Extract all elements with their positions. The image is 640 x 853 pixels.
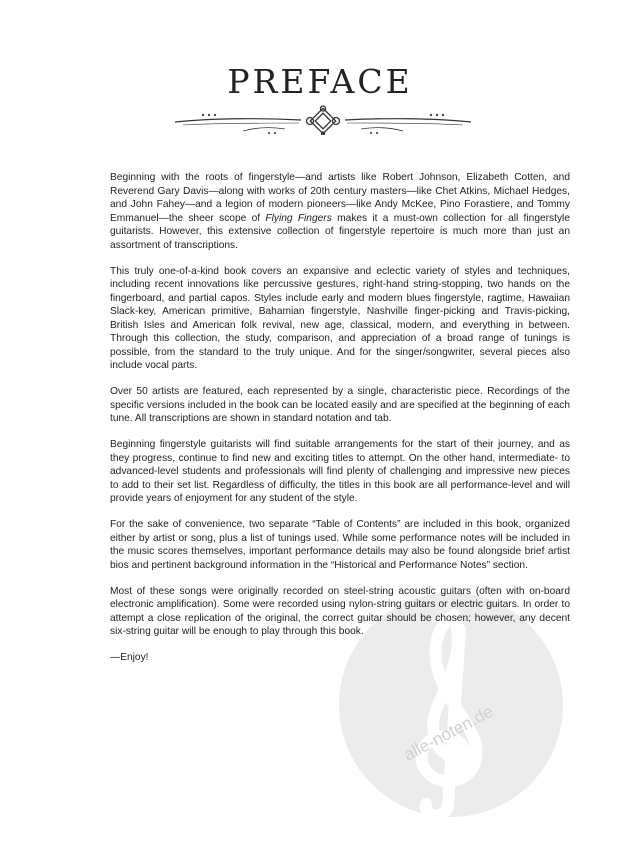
paragraph-1-text-end: makes it a must-own collection for all fingerstyle guitarists. However, this extensive collection of fingerstyle repertoire is much more than just an assortment of transcriptions. — [110, 212, 570, 251]
paragraph-4: Beginning fingerstyle guitarists will find suitable arrangements for the start of their journey, and as they progress, continue to find new and exciting titles to attempt. On the other hand, intermediate- to advanced-level students and professionals will find plenty of challenging and impressive new pieces to add to their set list. Regardless of difficulty, the titles in this book are all performance-level and will provide years of enjoyment for any student of the style. — [110, 439, 570, 504]
signoff: —Enjoy! — [110, 652, 149, 663]
paragraph-6: Most of these songs were originally recorded on steel-string acoustic guitars (often with on-board electronic amplification). Some were recorded using nylon-string guitars or electric guitars. In order to attempt a close replication of the original, the correct guitar should be chosen; however, any decent six-string guitar will be enough to play through this book. — [110, 585, 570, 637]
decorative-knot-divider-icon — [173, 105, 473, 135]
page-title: PREFACE — [227, 62, 413, 101]
preface-body — [110, 171, 570, 665]
paragraph-2: This truly one-of-a-kind book covers an expansive and eclectic variety of styles and techniques, including recent innovations like percussive gestures, right-hand string-stopping, two hands on the fingerboard, and partial capos. Styles include early and modern blues fingerstyle, ragtime, Hawaiian Slack-key, American primitive, Bahamian fingerstyle, Nashville finger-picking and Travis-picking, British Isles and American folk revival, new age, classical, modern, and everything in between. Through this collection, the study, comparison, and appreciation of a broad range of tunings is possible, from the standard to the truly unique. And for the singer/songwriter, several pieces also include vocal parts. — [110, 265, 570, 371]
paragraph-5: For the sake of convenience, two separate “Table of Contents” are included in this book, organized either by artist or song, plus a list of tunings used. While some performance notes will be included in the music scores themselves, important performance details may also be found alongside brief artist bios and pertinent background information in the “Historical and Performance Notes” section. — [110, 519, 570, 571]
book-title-emphasis: Flying Fingers — [265, 212, 332, 224]
paragraph-1 — [110, 171, 570, 252]
paragraph-3: Over 50 artists are featured, each represented by a single, characteristic piece. Recordings of the specific versions included in the book can be located easily and are specified at the beginning of each tune. All transcriptions are shown in standard notation and tab. — [110, 386, 570, 424]
paragraph-1-text: Beginning with the roots of fingerstyle—and artists like Robert Johnson, Elizabeth Cotten, and Reverend Gary Davis—along with works of 20th century masters—like Chet Atkins, Michael Hedges, and John Fahey—and a legion of modern pioneers—like Andy McKee, Pino Forastiere, and Tommy Emmanuel—the sheer scope of — [110, 172, 570, 224]
watermark-text: alle-noten.de — [400, 701, 497, 765]
